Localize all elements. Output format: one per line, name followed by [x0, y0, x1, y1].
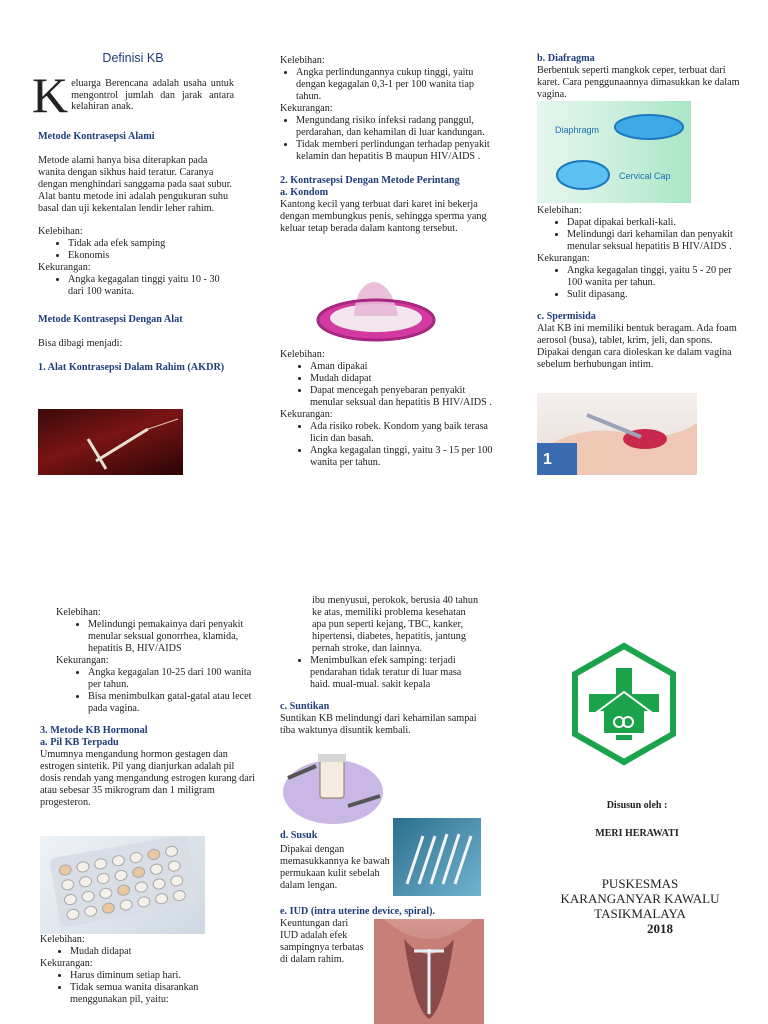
- implant-rods-icon: [393, 818, 481, 896]
- list-item: • Sulit dipasang.: [567, 289, 747, 301]
- sperm-kelebihan-list: [40, 619, 255, 655]
- list-item: • Bisa menimbulkan gatal-gatal atau lecet pada vagina.: [88, 691, 255, 715]
- list-item: • Angka kegagalan 10-25 dari 100 wanita per tahun.: [88, 667, 255, 691]
- list-item: • Ekonomis: [68, 250, 234, 262]
- drop-cap: K: [32, 67, 69, 123]
- akdr-kekurangan-label: Kekurangan:: [280, 103, 333, 114]
- akdr-kekurangan-list: [280, 115, 495, 163]
- list-item: • Melindungi pemakainya dari penyakit menular seksual gonorrhea, klamida, hepatitis B, HIV/AIDS: [88, 619, 255, 655]
- list-item: • Tidak semua wanita disarankan menggunakan pil, yaitu:: [70, 982, 255, 1006]
- diafragma-heading: b. Diafragma: [537, 53, 595, 64]
- condom-photo: [314, 276, 438, 344]
- list-item: • Angka perlindungannya cukup tinggi, yaitu dengan kegagalan 0,3-1 per 100 wanita tiap tahun.: [296, 67, 495, 103]
- akdr-kelebihan-label: Kelebihan:: [280, 55, 325, 66]
- list-item: • Tidak ada efek samping: [68, 238, 234, 250]
- diafragma-text: Berbentuk seperti mangkok ceper, terbuat dari karet. Cara penggunaannya dimasukkan ke dalam vagina.: [537, 65, 740, 100]
- sperm-kekurangan-label: Kekurangan:: [56, 655, 109, 666]
- list-item: • Menimbulkan efek samping: terjadi pendarahan tidak teratur di luar masa haid. mual-mual. sakit kepala: [310, 655, 480, 691]
- alami-kekurangan-list: [38, 274, 234, 298]
- panel-4: [40, 607, 255, 809]
- diaphragm-label: Diaphragm: [555, 125, 600, 135]
- diafragma-kelebihan-list: [537, 217, 747, 253]
- panel-4-lower: [40, 934, 255, 1006]
- perintang-heading: 2. Kontrasepsi Dengan Metode Perintang: [280, 175, 460, 186]
- alat-text: Bisa dibagi menjadi:: [38, 338, 123, 349]
- kondom-text: Kantong kecil yang terbuat dari karet ini bekerja dengan membungkus penis, sehingga sperma yang keluar tetap berada dalam kantong tersebut.: [280, 199, 487, 234]
- disusun-label: Disusun oleh :: [606, 800, 668, 811]
- intro-paragraph: [32, 67, 234, 123]
- pil-kekurangan-label: Kekurangan:: [40, 958, 93, 969]
- page-title: Definisi KB: [102, 51, 164, 65]
- diafragma-kekurangan-list: [537, 265, 747, 301]
- author-block: [537, 800, 737, 839]
- list-item: • Mudah didapat: [70, 946, 255, 958]
- organization-block: [520, 876, 760, 936]
- panel-5-susuk: [280, 830, 390, 892]
- pil-text: Umumnya mengandung hormon gestagen dan estrogen sintetik. Pil yang dianjurkan adalah pil dosis rendah yang mengandung estrogen kurang dari atau sebesar 35 mikrogram dan 1 miligram progesteron.: [40, 749, 256, 808]
- hormonal-heading: 3. Metode KB Hormonal: [40, 725, 148, 736]
- condom-icon: [314, 276, 438, 344]
- author-name: MERI HERAWATI: [595, 828, 679, 839]
- pill-blister-icon: [40, 836, 205, 934]
- pil-kelebihan-list: [40, 946, 255, 958]
- list-item: • Ada risiko robek. Kondom yang baik terasa licin dan basah.: [310, 421, 495, 445]
- alami-kekurangan-label: Kekurangan:: [38, 262, 91, 273]
- intro-text: eluarga Berencana adalah usaha untuk mengontrol jumlah dan jarak antara kelahiran anak.: [71, 78, 234, 112]
- injection-photo: [280, 752, 386, 826]
- panel-2-lower: [280, 349, 495, 469]
- alami-text: Metode alami hanya bisa diterapkan pada wanita dengan sikhus haid teratur. Caranya dengan menghindari sanggama pada saat subur. Alat bantu metode ini adalah pengukuran suhu basal dan uji kekentalan lendir leher rahim.: [38, 155, 233, 214]
- org-line-2: KARANGANYAR KAWALU: [560, 891, 720, 906]
- susuk-heading: d. Susuk: [280, 830, 318, 841]
- sperm-kekurangan-list: [40, 667, 255, 715]
- org-line-3: TASIKMALAYA: [594, 906, 686, 921]
- org-year: 2018: [647, 921, 673, 936]
- list-item: • Angka kegagalan tinggi, yaitu 5 - 20 per 100 wanita per tahun.: [567, 265, 747, 289]
- panel-2: [280, 55, 495, 235]
- list-item: • Melindungi dari kehamilan dan penyakit menular seksual hepatitis B HIV/AIDS .: [567, 229, 747, 253]
- diaphragm-image: [537, 101, 691, 203]
- iud-heading: e. IUD (intra uterine device, spiral).: [280, 906, 436, 917]
- spermisida-heading: c. Spermisida: [537, 311, 596, 322]
- list-item: • Angka kegagalan tinggi yaitu 10 - 30 dari 100 wanita.: [68, 274, 234, 298]
- list-item: • Mengundang risiko infeksi radang panggul, perdarahan, dan kehamilan di luar kandungan.: [296, 115, 495, 139]
- akdr-heading: 1. Alat Kontrasepsi Dalam Rahim (AKDR): [38, 362, 225, 373]
- sperm-kelebihan-label: Kelebihan:: [56, 607, 101, 618]
- implant-photo: [393, 818, 481, 896]
- panel-3-lower: [537, 205, 747, 371]
- pill-pack-photo: [40, 836, 205, 934]
- list-item: • Dapat dipakai berkali-kali.: [567, 217, 747, 229]
- akdr-kelebihan-list: [280, 67, 495, 103]
- puskesmas-logo: [571, 642, 677, 766]
- diafragma-kekurangan-label: Kekurangan:: [537, 253, 590, 264]
- vial-icon: [320, 758, 344, 798]
- alat-heading: Metode Kontrasepsi Dengan Alat: [38, 314, 183, 325]
- alami-kelebihan-label: Kelebihan:: [38, 226, 83, 237]
- list-item: • Angka kegagalan tinggi, yaitu 3 - 15 per 100 wanita per tahun.: [310, 445, 495, 469]
- kondom-kekurangan-list: [280, 421, 495, 469]
- list-item: • Dapat mencegah penyebaran penyakit menular seksual dan hepatitis B HIV/AIDS .: [310, 385, 495, 409]
- alami-kelebihan-list: [38, 238, 234, 262]
- pil-contra-list: [280, 655, 480, 691]
- iud-photo: [38, 409, 183, 475]
- suntikan-heading: c. Suntikan: [280, 701, 330, 712]
- pil-contra-text: ibu menyusui, perokok, berusia 40 tahun ke atas, memiliki problema kesehatan apa pun seperti kejang, TBC, kanker, hipertensi, diabetes, hepatitis, jantung pernah stroke, dan lainnya.: [312, 595, 479, 654]
- kondom-kekurangan-label: Kekurangan:: [280, 409, 333, 420]
- list-item: • Harus diminum setiap hari.: [70, 970, 255, 982]
- panel-5: [280, 595, 480, 737]
- cervical-cap-label: Cervical Cap: [619, 171, 671, 181]
- susuk-text: Dipakai dengan memasukkannya ke bawah permukaan kulit sebelah dalam lengan.: [280, 844, 390, 891]
- diafragma-kelebihan-label: Kelebihan:: [537, 205, 582, 216]
- panel-1: [32, 51, 234, 374]
- kondom-heading: a. Kondom: [280, 187, 329, 198]
- iud-text: Keuntungan dari IUD adalah efek sampingnya terbatas di dalam rahim.: [280, 918, 364, 965]
- alami-heading: Metode Kontrasepsi Alami: [38, 131, 155, 142]
- list-item: • Aman dipakai: [310, 361, 495, 373]
- panel-3: [537, 53, 747, 101]
- spermicide-illustration: [537, 393, 697, 475]
- cervical-cap-icon: [557, 161, 609, 189]
- pil-kekurangan-list: [40, 970, 255, 1006]
- suntikan-text: Suntikan KB melindungi dari kehamilan sampai tiba waktunya disuntik kembali.: [280, 713, 477, 736]
- org-line-1: PUSKESMAS: [601, 876, 679, 891]
- pil-heading: a. Pil KB Terpadu: [40, 737, 119, 748]
- iud-uterus-photo: [374, 919, 484, 1024]
- list-item: • Tidak memberi perlindungan terhadap penyakit kelamin dan hepatitis B maupun HIV/AIDS .: [296, 139, 495, 163]
- kondom-kelebihan-label: Kelebihan:: [280, 349, 325, 360]
- diaphragm-icon: [615, 115, 683, 139]
- iud-device-icon: [38, 409, 183, 475]
- figure-number: 1: [543, 451, 552, 468]
- kondom-kelebihan-list: [280, 361, 495, 409]
- spermisida-text: Alat KB ini memiliki bentuk beragam. Ada foam aerosol (busa), tablet, krim, jeli, dan spons. Dipakai dengan cara dioleskan ke dalam vagina sebelum berhubungan intim.: [537, 323, 737, 370]
- pil-kelebihan-label: Kelebihan:: [40, 934, 85, 945]
- list-item: • Mudah didapat: [310, 373, 495, 385]
